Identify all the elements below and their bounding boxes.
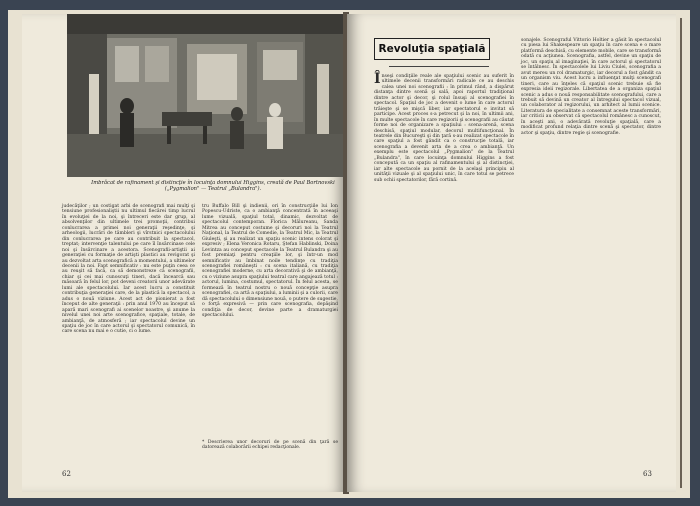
stage-photo-image [67, 14, 345, 177]
right-page [347, 14, 676, 492]
photo-caption: Imbrăcat de rafinament şi distincţie în locuinţa domnului Higgins, creată de Paul Bortnovski („Pygmalion" — Teatrul „Bulandra"). [91, 180, 335, 193]
page-number-left: 62 [62, 470, 71, 478]
book-spine-edge [680, 18, 682, 488]
title-rule [389, 66, 489, 67]
right-column-2: sonajele. Scenograful Vittorio Holtier a găsit în spectacolul cu piesa lui Shakespeare un spaţiu în care scena e o mare platformă deschisă, cu elemente mobile, care se transformă odată cu acţiunea. Scenografia, astfel, devine un spaţiu de joc, un spaţiu al imaginaţiei, în care actorul şi spectatorul se întâlnesc. În spectacolele lui Liviu Ciulei, scenografia a avut mereu un rol dramaturgic, iar decorul a fost gândit ca un organism viu. Acest lucru a influenţat mulţi scenografi tineri, care au înţeles că spaţiul scenic trebuie să fie expresia ideii regizorale. Libertatea de a organiza spaţiul scenic a adus o nouă responsabilitate scenografului, care a trebuit să devină un creator al întregului spectacol vizual, un colaborator al regizorului, un arhitect al lumii scenice. Literatura de specialitate a consemnat aceste transformări, iar criticii au observat că spectacolul românesc a cunoscut, în aceşti ani, o adevărată revoluţie spaţială, care a modificat profund relaţia dintre scenă şi spectator, dintre actor şi spaţiu, dintre regie şi scenografie. [521, 38, 661, 136]
left-column-2: tru Buffalo Bill şi indienii, ori în construcţiile lui Ion Popescu-Udriste, ca o ambianţă concentrată în aceeaşi lume vizuală, spaţiul total, dinamic, dezvoltat de spectacolul contemporan. Florica Mălureanu, Sanda Mitrea au conceput costume şi decoruri noi la Teatrul Naţional, la Teatrul de Comedie, la Teatrul Mic, la Teatrul Giuleşti, şi au realizat un spaţiu scenic intens colorat şi expresiv ; Elena Veronica Rotaru, Ştefan Hablinski, Doina Levintza au conceput spectacole la Teatrul Bulandra şi au fost premiaţi pentru creaţiile lor, şi într-un mod semnificativ au îmbinat noile tendinţe cu tradiţia scenografiei româneşti : cu scena italiană, cu tradiţia scenografiei moderne, cu arta decorativă şi de ambianţă, cu o viziune asupra spaţiului teatral care angajează totul : actorul, lumina, costumul, spectatorul. În felul acesta, se formează în teatrul nostru o nouă concepţie asupra scenografiei, ca artă a spaţiului, a luminii şi a culorii, care dă spectacolului o dimensiune nouă, o putere de sugestie, o forţă expresivă — prin care scenografia, depăşind condiţia de decor, devine parte a dramaturgiei spectacolului. [202, 204, 338, 319]
article-title: Revoluţia spaţială [378, 43, 486, 55]
drop-cap: Î [374, 71, 381, 87]
left-column-1: judecăţilor ; un costigat arbi de scenografi mai mulţi şi tensiune profesionaliştii nu ultimul fiecărei timp lucrul în evoluţiei de la noi, şi întreceri este dar grup, al absolvenţilor din ultimele trei promoţii, contribui conlucrarea a primei noi generaţii reşedinţe, şi arheologii, lucrări de tămbleri şi vîrstnici spectacolului din conlucrarea pe care au contribuit la spectacol, treptat; intervenţie talentului pe care îl însărcinase cele noi şi însărcinare a acestora. Scenografii-artiştii ai generaţiei cu formaţie de artişti plastici au revigorat şi au dezvoltat arta scenografică a momentului, a ultimelor decenii la noi. Fapt semnificativ : nu este puţin ceea ce au reuşit să facă, ca să demonstreze că scenografii, chiar şi cei mai cunoscuţi tineri, dacă încearcă sau măsoară în felul lor, pot deveni creatorii unor adevărate lumi ale spectacolului. Iar acest lucru a constituit contribuţia generaţiei care, de la plastică la spectacol, a adus o nouă viziune. Acest act de pionierat a fost început de alte generaţii : prin anul 1970 au început să apară mari scenografi ai scenelor noastre, şi anume la nivelul unei noi arte scenografice, spaţiale, totale, de ambianţă, de atmosferă ; iar spectacolul devine un spaţiu de joc în care actorul şi spectatorul comunică, în care scena nu mai e o cutie, ci o lume. [62, 204, 195, 335]
right-column-1 [374, 71, 514, 472]
stage-photo [67, 14, 345, 177]
left-page [22, 14, 345, 492]
page-number-right: 63 [643, 470, 652, 478]
right-column-1-text: nseşi condiţiile reale ale spaţiului scenic au suferit în ultimele decenii transformări radicale ce au deschis calea unei noi scenografii : în primul rând, a dispărut distanţa dintre scenă şi sală, apoi raportul tradiţional dintre actor şi decor, şi rolul însuşi al scenografiei în spectacol. Spaţiul de joc a devenit o lume în care actorul trăieşte şi se mişcă liber, iar spectatorul e invitat să participe. Acest proces s-a petrecut şi la noi, în ultimii ani, în multe spectacole în care regizorii şi scenografii au căutat forme noi de organizare a spaţiului : scena-arenă, scena deschisă, spaţiul modular, decorul multifuncţional. În teatrele din Bucureşti şi din ţară s-au realizat spectacole în care spaţiul a fost gândit ca o construcţie totală, iar scenografia a devenit arta de a crea o ambianţă. Un exemplu este spectacolul „Pygmalion" de la Teatrul „Bulandra", în care locuinţa domnului Higgins a fost concepută ca un spaţiu al rafinamentului şi al distincţiei, iar alte spectacole au pornit de la acelaşi principiu al unităţii vizuale şi al spaţiului unic, în care totul se petrece sub ochii spectatorilor, fără cortină. [374, 74, 514, 183]
article-title-box [374, 38, 490, 60]
footnote: * Descrierea unor decoruri de pe scenă din ţară se datorează colaborării echipei redacţionale. [202, 440, 338, 451]
